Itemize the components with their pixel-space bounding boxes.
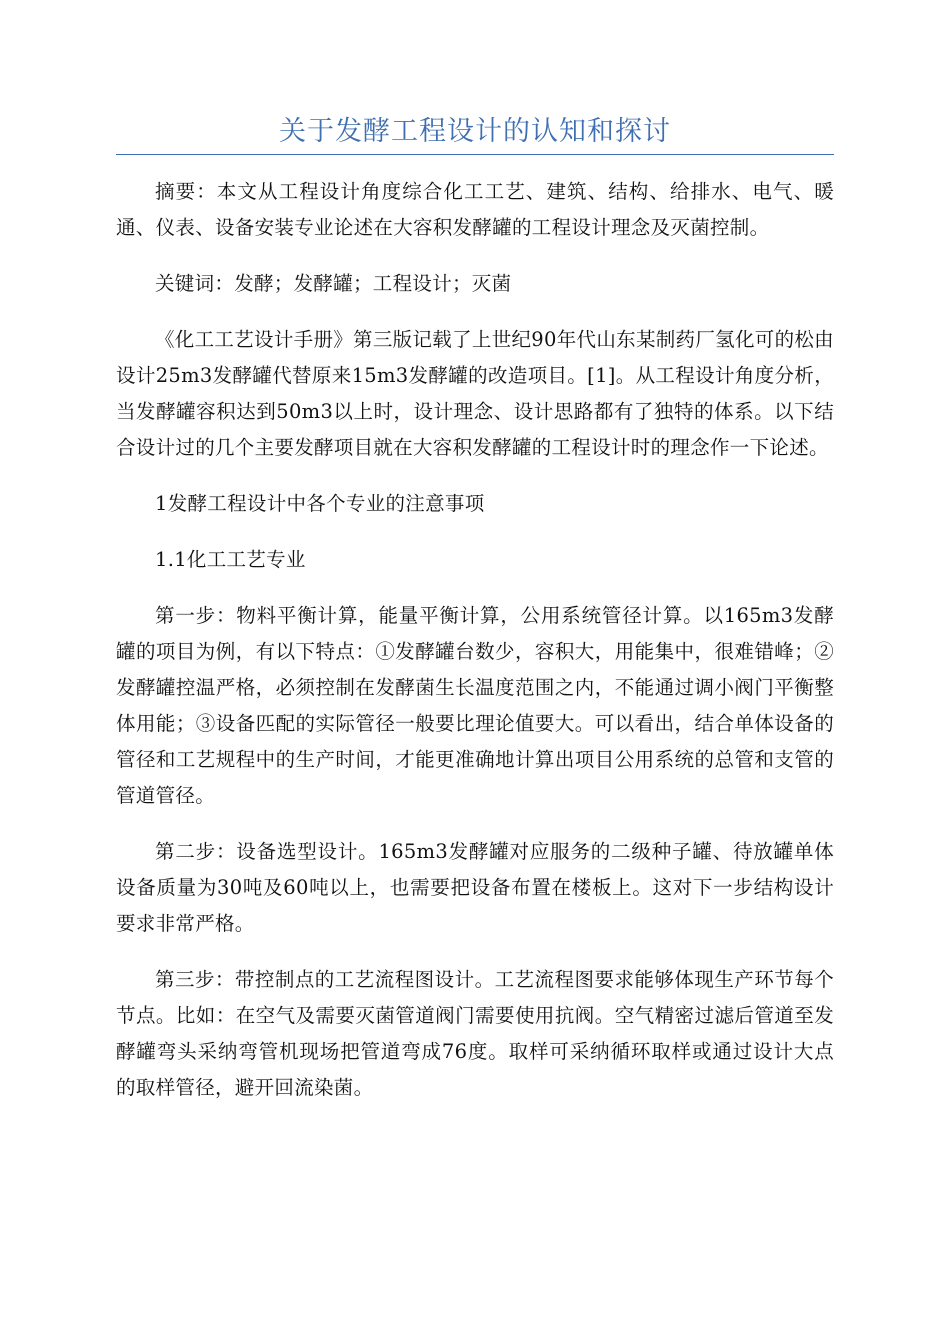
subsection-heading: 1.1化工工艺专业 <box>155 548 306 571</box>
document-title: 关于发酵工程设计的认知和探讨 <box>279 116 671 147</box>
step-two-paragraph: 第二步：设备选型设计。165m3发酵罐对应服务的二级种子罐、待放罐单体设备质量为30吨及60吨以上，也需要把设备布置在楼板上。这对下一步结构设计要求非常严格。 <box>116 840 834 935</box>
step-one-paragraph: 第一步：物料平衡计算，能量平衡计算，公用系统管径计算。以165m3发酵罐的项目为例，有以下特点：①发酵罐台数少，容积大，用能集中，很难错峰；②发酵罐控温严格，必须控制在发酵菌生长温度范围之内，不能通过调小阀门平衡整体用能；③设备匹配的实际管径一般要比理论值要大。可以看出，结合单体设备的管径和工艺规程中的生产时间，才能更准确地计算出项目公用系统的总管和支管的管道管径。 <box>116 604 834 807</box>
document-body <box>116 174 834 1126</box>
title-underline <box>116 154 834 155</box>
section-heading: 1发酵工程设计中各个专业的注意事项 <box>155 492 485 515</box>
step-three-paragraph: 第三步：带控制点的工艺流程图设计。工艺流程图要求能够体现生产环节每个节点。比如：在空气及需要灭菌管道阀门需要使用抗阀。空气精密过滤后管道至发酵罐弯头采纳弯管机现场把管道弯成76度。取样可采纳循环取样或通过设计大点的取样管径，避开回流染菌。 <box>116 968 834 1099</box>
abstract-paragraph: 摘要：本文从工程设计角度综合化工工艺、建筑、结构、给排水、电气、暖通、仪表、设备安装专业论述在大容积发酵罐的工程设计理念及灭菌控制。 <box>116 180 834 239</box>
intro-paragraph: 《化工工艺设计手册》第三版记载了上世纪90年代山东某制药厂氢化可的松由设计25m3发酵罐代替原来15m3发酵罐的改造项目。[1]。从工程设计角度分析，当发酵罐容积达到50m3以上时，设计理念、设计思路都有了独特的体系。以下结合设计过的几个主要发酵项目就在大容积发酵罐的工程设计时的理念作一下论述。 <box>116 328 834 459</box>
keywords-paragraph: 关键词：发酵；发酵罐；工程设计；灭菌 <box>155 272 512 295</box>
